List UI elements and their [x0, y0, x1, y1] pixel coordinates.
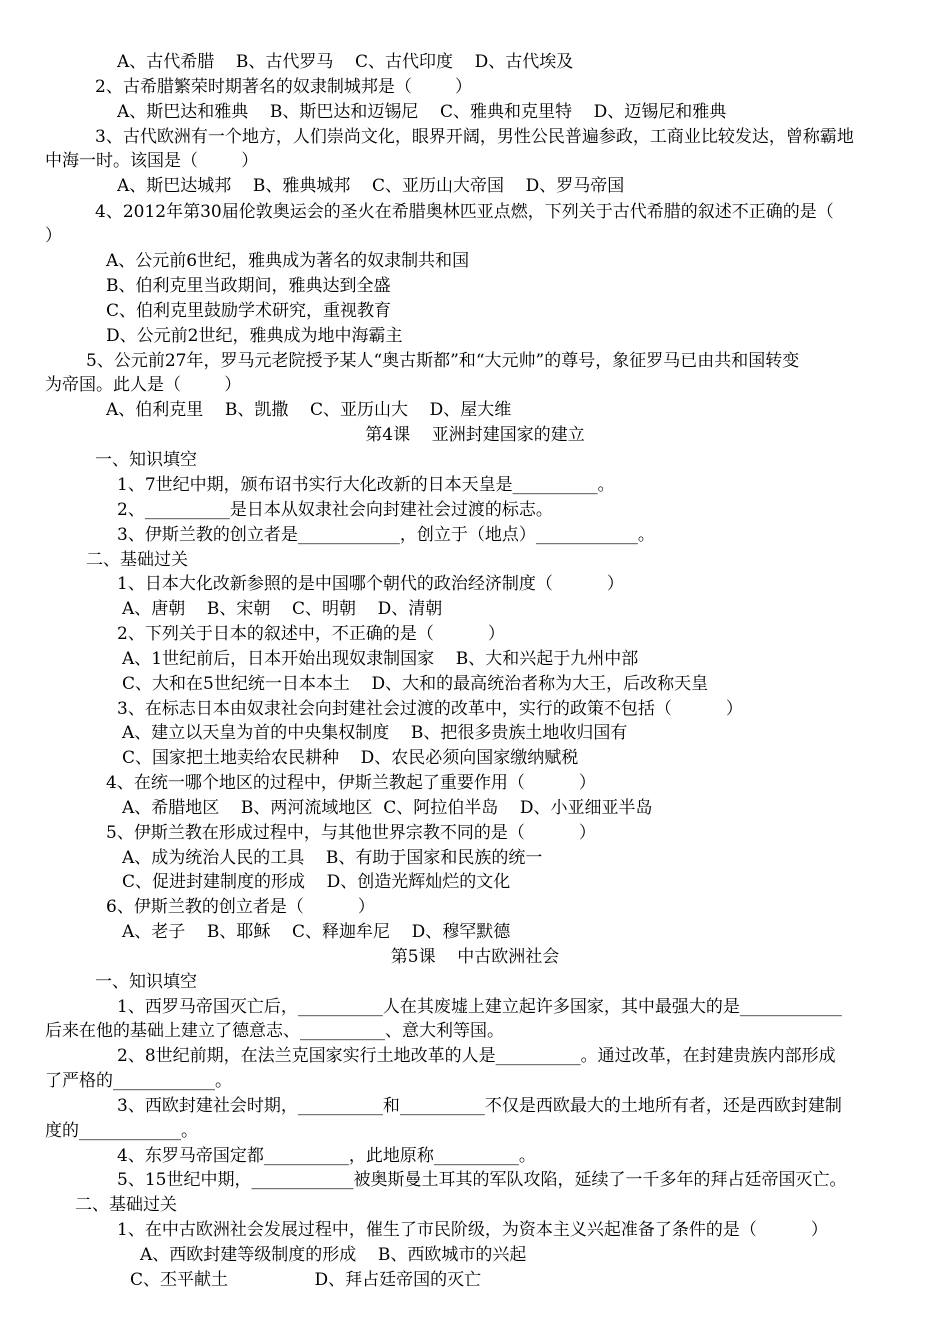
l4-question-2-stem: 2、下列关于日本的叙述中，不正确的是（ ）	[117, 624, 505, 644]
question-1-options: A、古代希腊 B、古代罗马 C、古代印度 D、古代埃及	[117, 52, 574, 72]
question-2-stem: 2、古希腊繁荣时期著名的奴隶制城邦是（ ）	[95, 77, 473, 97]
lesson-4-title: 第4课 亚洲封建国家的建立	[365, 425, 585, 445]
question-4-option-a: A、公元前6世纪，雅典成为著名的奴隶制共和国	[106, 251, 470, 271]
l4-question-1-options: A、唐朝 B、宋朝 C、明朝 D、清朝	[122, 599, 443, 619]
l4-question-3-options-cd: C、国家把土地卖给农民耕种 D、农民必须向国家缴纳赋税	[122, 748, 579, 768]
l5-question-1-options-ab: A、西欧封建等级制度的形成 B、西欧城市的兴起	[140, 1245, 527, 1265]
l4-question-5-options-cd: C、促进封建制度的形成 D、创造光辉灿烂的文化	[122, 872, 511, 892]
question-5-stem-cont: 为帝国。此人是（ ）	[45, 375, 242, 395]
l4-question-6-options: A、老子 B、耶稣 C、释迦牟尼 D、穆罕默德	[122, 922, 511, 942]
lesson-5-title: 第5课 中古欧洲社会	[390, 947, 560, 967]
question-3-stem: 3、古代欧洲有一个地方，人们崇尚文化，眼界开阔，男性公民普遍参政，工商业比较发达，曾称霸地	[95, 127, 854, 147]
l5-question-1-options-cd: C、丕平献土 D、拜占廷帝国的灭亡	[130, 1270, 482, 1290]
question-4-option-b: B、伯利克里当政期间，雅典达到全盛	[106, 276, 391, 296]
l4-question-3-stem: 3、在标志日本由奴隶社会向封建社会过渡的改革中，实行的政策不包括（ ）	[117, 699, 743, 719]
question-5-stem: 5、公元前27年，罗马元老院授予某人“奥古斯都”和“大元帅”的尊号，象征罗马已由共和国转变	[86, 351, 800, 371]
section-basic-test: 二、基础过关	[75, 1195, 177, 1215]
l4-question-3-options-ab: A、建立以天皇为首的中央集权制度 B、把很多贵族土地收归国有	[122, 723, 628, 743]
l5-fill-2: 2、8世纪前期，在法兰克国家实行土地改革的人是__________。通过改革，在封建贵族内部形成	[117, 1046, 836, 1066]
l5-fill-1: 1、西罗马帝国灭亡后，__________人在其废墟上建立起许多国家，其中最强大的是____________	[117, 997, 842, 1017]
l4-question-1-stem: 1、日本大化改新参照的是中国哪个朝代的政治经济制度（ ）	[117, 574, 624, 594]
l5-fill-3-cont: 度的____________。	[45, 1121, 198, 1141]
section-knowledge-fill: 一、知识填空	[95, 450, 197, 470]
question-3-stem-cont: 中海一时。该国是（ ）	[45, 151, 259, 171]
question-4-stem-cont: ）	[45, 226, 62, 246]
question-4-stem: 4、2012年第30届伦敦奥运会的圣火在希腊奥林匹亚点燃，下列关于古代希腊的叙述不正确的是（	[95, 202, 834, 222]
fill-3: 3、伊斯兰教的创立者是____________，创立于（地点）____________。	[117, 525, 655, 545]
l4-question-2-options-cd: C、大和在5世纪统一日本本土 D、大和的最高统治者称为大王，后改称天皇	[122, 674, 709, 694]
l4-question-2-options-ab: A、1世纪前后，日本开始出现奴隶制国家 B、大和兴起于九州中部	[122, 649, 639, 669]
question-5-options: A、伯利克里 B、凯撒 C、亚历山大 D、屋大维	[106, 400, 512, 420]
l5-fill-5: 5、15世纪中期，____________被奥斯曼土耳其的军队攻陷，延续了一千多年的拜占廷帝国灭亡。	[117, 1170, 847, 1190]
l4-question-5-stem: 5、伊斯兰教在形成过程中，与其他世界宗教不同的是（ ）	[106, 823, 596, 843]
l4-question-4-options: A、希腊地区 B、两河流域地区 C、阿拉伯半岛 D、小亚细亚半岛	[122, 798, 653, 818]
fill-2: 2、__________是日本从奴隶社会向封建社会过渡的标志。	[117, 500, 553, 520]
fill-1: 1、7世纪中期，颁布诏书实行大化改新的日本天皇是__________。	[117, 475, 615, 495]
l5-question-1-stem: 1、在中古欧洲社会发展过程中，催生了市民阶级，为资本主义兴起准备了条件的是（ ）	[117, 1220, 828, 1240]
l5-fill-1-cont: 后来在他的基础上建立了德意志、__________、意大利等国。	[45, 1021, 504, 1041]
section-basic-test: 二、基础过关	[86, 550, 188, 570]
question-2-options: A、斯巴达和雅典 B、斯巴达和迈锡尼 C、雅典和克里特 D、迈锡尼和雅典	[117, 102, 727, 122]
l5-fill-2-cont: 了严格的____________。	[45, 1071, 232, 1091]
question-4-option-d: D、公元前2世纪，雅典成为地中海霸主	[106, 326, 403, 346]
l4-question-4-stem: 4、在统一哪个地区的过程中，伊斯兰教起了重要作用（ ）	[106, 773, 596, 793]
l4-question-6-stem: 6、伊斯兰教的创立者是（ ）	[106, 897, 375, 917]
question-3-options: A、斯巴达城邦 B、雅典城邦 C、亚历山大帝国 D、罗马帝国	[117, 176, 625, 196]
question-4-option-c: C、伯利克里鼓励学术研究，重视教育	[106, 301, 392, 321]
l5-fill-3: 3、西欧封建社会时期，__________和__________不仅是西欧最大的土地所有者，还是西欧封建制	[117, 1096, 842, 1116]
l5-fill-4: 4、东罗马帝国定都__________，此地原称__________。	[117, 1146, 536, 1166]
l4-question-5-options-ab: A、成为统治人民的工具 B、有助于国家和民族的统一	[122, 848, 543, 868]
section-knowledge-fill: 一、知识填空	[95, 972, 197, 992]
